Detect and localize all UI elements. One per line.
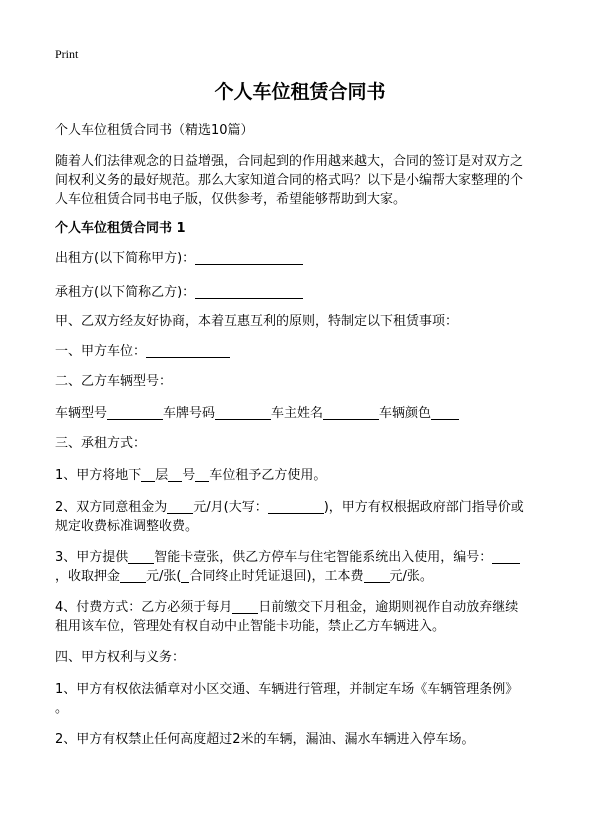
clause-2-text-b: 元/月(大写： (193, 500, 268, 515)
clause-3-line-1 (55, 548, 547, 567)
deposit-blank (120, 568, 146, 583)
floor-blank (141, 467, 155, 482)
clause-4-line-2: 租用该车位，管理处有权自动中止智能卡功能，禁止乙方车辆进入。 (55, 619, 446, 634)
vehicle-color-label: 车辆颜色 (379, 406, 432, 421)
plate-number-blank (215, 405, 271, 420)
clause-1 (55, 466, 547, 485)
item-1-label: 一、甲方车位： (55, 344, 147, 359)
clause-3-text-a: 3、甲方提供 (55, 550, 129, 565)
clause-4-line-1 (55, 598, 547, 617)
clause-2-line-1 (55, 498, 547, 517)
clause-1-text-d: 车位租予乙方使用。 (209, 468, 327, 483)
rights-1-line-2: 。 (55, 701, 69, 716)
owner-name-label: 车主姓名 (271, 406, 324, 421)
section-heading: 个人车位租赁合同书 1 (55, 221, 186, 236)
clause-3-line-2 (55, 567, 547, 586)
lessor-line (55, 249, 547, 268)
clause-2-text-c: )，甲方有权根据政府部门指导价或 (323, 500, 524, 515)
vehicle-color-blank (431, 405, 459, 420)
card-type-blank (128, 549, 154, 564)
number-blank (168, 467, 182, 482)
clause-4-text-b: 日前缴交下月租金，逾期则视作自动放弃继续 (258, 600, 519, 615)
rights-1-line-1: 1、甲方有权依法循章对小区交通、车辆进行管理，并制定车场《车辆管理条例》 (55, 682, 519, 697)
space-blank (195, 467, 209, 482)
card-number-blank (492, 549, 520, 564)
lessor-label: 出租方(以下简称甲方)： (55, 251, 196, 266)
clause-3-text-f: 元/张。 (389, 569, 433, 584)
agreement-line: 甲、乙双方经友好协商，本着互惠互利的原则，特制定以下租赁事项： (55, 314, 459, 329)
document-title: 个人车位租赁合同书 (214, 81, 386, 103)
vehicle-model-label: 车辆型号 (55, 406, 108, 421)
clause-3-text-d: 元/张( (146, 569, 182, 584)
owner-name-blank (323, 405, 379, 420)
lessor-blank (195, 250, 303, 265)
clause-1-text-a: 1、甲方将地下 (55, 468, 142, 483)
lessee-label: 承租方(以下简称乙方)： (55, 285, 196, 300)
item-4-label: 四、甲方权利与义务： (55, 650, 186, 665)
vehicle-model-blank (107, 405, 163, 420)
clause-4-text-a: 4、付费方式：乙方必须于每月 (55, 600, 233, 615)
clause-3-text-c: ，收取押金 (55, 569, 121, 584)
intro-line-3: 人车位租赁合同书电子版，仅供参考，希望能够帮助到大家。 (55, 192, 407, 207)
lessee-blank (195, 284, 303, 299)
vehicle-info-line (55, 404, 547, 423)
clause-3-text-e: 合同终止时凭证退回)，工本费 (189, 569, 364, 584)
clause-2-line-2: 规定收费标准调整收费。 (55, 519, 199, 534)
clause-1-text-b: 层 (155, 468, 169, 483)
plate-number-label: 车牌号码 (163, 406, 216, 421)
item-1-line (55, 342, 547, 361)
item-2-label: 二、乙方车辆型号： (55, 374, 173, 389)
payment-day-blank (232, 599, 258, 614)
clause-2-text-a: 2、双方同意租金为 (55, 500, 168, 515)
rent-uppercase-blank (268, 499, 324, 514)
clause-1-text-c: 号 (182, 468, 196, 483)
clause-3-text-b: 智能卡壹张，供乙方停车与住宅智能系统出入使用，编号： (154, 550, 493, 565)
print-link[interactable]: Print (55, 47, 79, 61)
item-3-label: 三、承租方式： (55, 436, 147, 451)
rights-2-line-1: 2、甲方有权禁止任何高度超过2米的车辆，漏油、漏水车辆进入停车场。 (55, 732, 475, 747)
card-fee-blank (364, 568, 390, 583)
lessee-line (55, 283, 547, 302)
intro-line-1: 随着人们法律观念的日益增强，合同起到的作用越来越大，合同的签订是对双方之 (55, 154, 524, 169)
rent-blank (167, 499, 193, 514)
parking-space-blank (146, 343, 230, 358)
document-subtitle: 个人车位租赁合同书（精选10篇） (55, 123, 254, 138)
intro-line-2: 间权利义务的最好规范。那么大家知道合同的格式吗？以下是小编帮大家整理的个 (55, 173, 524, 188)
